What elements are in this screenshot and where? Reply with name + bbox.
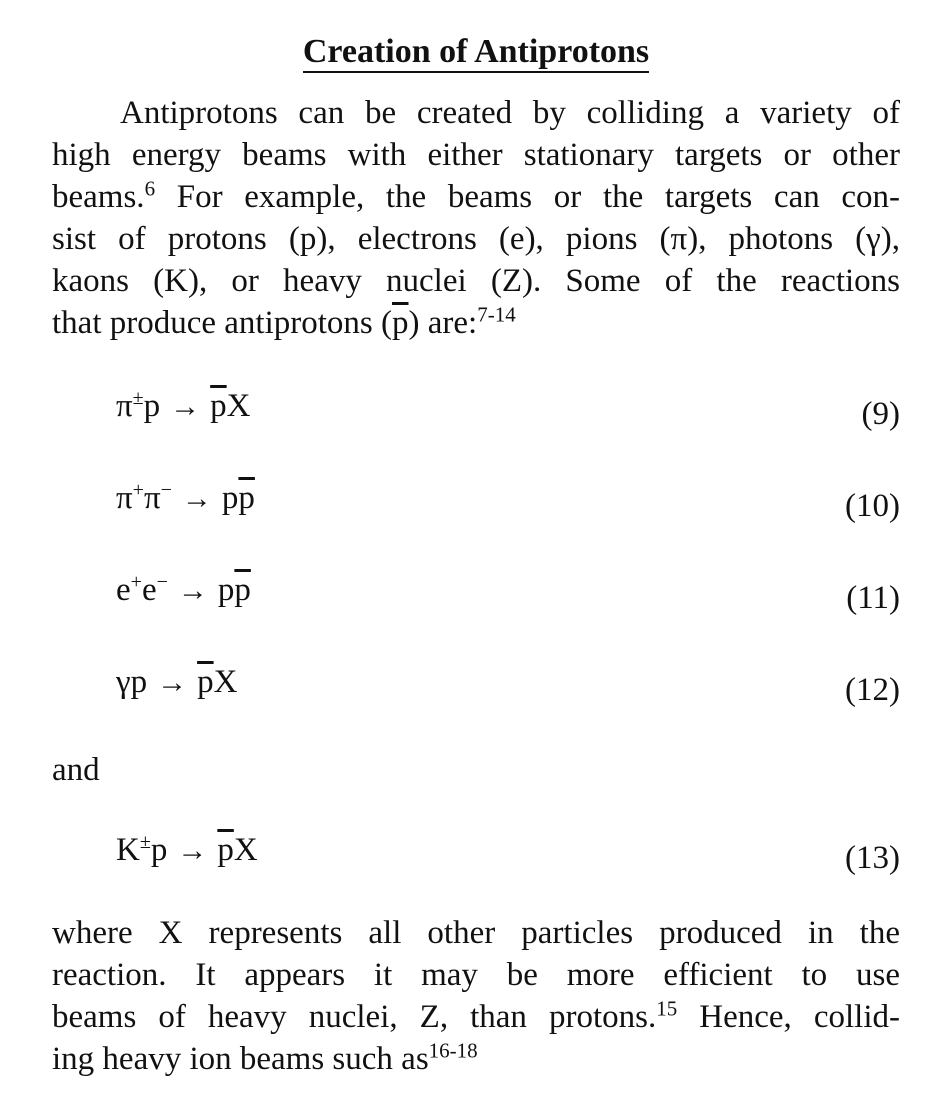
line-text: beams of heavy nuclei, Z, than protons. (52, 999, 657, 1035)
paragraph-line: high energy beams with either stationary targets or other (52, 137, 900, 173)
charge-superscript: ± (139, 831, 151, 853)
equation-expression (116, 660, 237, 705)
paragraph-line (52, 1038, 900, 1080)
equation-number: (9) (861, 396, 900, 432)
equation-number: (10) (845, 488, 900, 524)
particle: e (116, 572, 131, 608)
antiproton-symbol: $\overline{p}$ (197, 664, 214, 700)
paragraph-line: kaons (K), or heavy nuclei (Z). Some of the reactions (52, 263, 900, 299)
line-text: that produce antiprotons ( (52, 305, 392, 341)
particle: p (221, 480, 239, 516)
charge-superscript: − (160, 479, 172, 501)
particle: X (233, 832, 258, 868)
arrow-icon: → (181, 482, 212, 515)
charge-superscript: + (130, 571, 142, 593)
equation-expression (116, 384, 251, 429)
closing-paragraph (52, 912, 900, 1080)
paragraph-line: where X represents all other particles produced in the (52, 915, 900, 951)
equation-10 (116, 476, 900, 524)
equation-11 (116, 568, 900, 616)
antiproton-symbol: $\overline{p}$ (217, 832, 234, 868)
arrow-icon: → (177, 834, 208, 867)
charge-superscript: − (156, 571, 168, 593)
equation-expression (116, 568, 251, 613)
equation-13 (116, 828, 900, 876)
equation-expression (116, 476, 255, 521)
intro-paragraph (52, 92, 900, 344)
particle: π (116, 480, 133, 516)
reference-superscript: 15 (656, 996, 678, 1021)
paragraph-line (52, 996, 900, 1038)
line-text: Hence, collid- (677, 999, 900, 1035)
antiproton-symbol: $\overline{p}$ (234, 572, 251, 608)
paragraph-line: Antiprotons can be created by colliding a variety of (120, 95, 900, 131)
line-text: ing heavy ion beams such as (52, 1041, 429, 1077)
antiproton-symbol: $\overline{p}$ (210, 388, 227, 424)
arrow-icon: → (170, 390, 201, 423)
line-text: beams. (52, 179, 145, 215)
equation-number: (11) (846, 580, 900, 616)
particle: X (226, 388, 251, 424)
and-connector: and (52, 752, 100, 788)
section-title (0, 30, 952, 74)
arrow-icon: → (157, 666, 188, 699)
particle: e (141, 572, 157, 608)
paragraph-line: sist of protons (p), electrons (e), pions (π), photons (γ), (52, 221, 900, 257)
particle: γ (116, 664, 131, 700)
equation-12 (116, 660, 900, 708)
particle: p (217, 572, 235, 608)
line-text: For example, the beams or the targets can con- (155, 179, 900, 215)
particle: K (116, 832, 140, 868)
particle: p (150, 832, 168, 868)
equation-expression (116, 828, 258, 873)
antiproton-symbol: $\overline{p}$ (238, 480, 255, 516)
reference-superscript: 16-18 (428, 1038, 478, 1063)
line-text: ) are: (408, 305, 478, 341)
particle: X (213, 664, 238, 700)
antiproton-symbol: $\overline{p}$ (392, 305, 409, 341)
section-title-text: Creation of Antiprotons (303, 33, 649, 73)
equation-number: (12) (845, 672, 900, 708)
particle: p (143, 388, 161, 424)
paragraph-line (52, 302, 900, 344)
reference-superscript: 6 (144, 176, 156, 201)
charge-superscript: ± (132, 387, 144, 409)
equation-9 (116, 384, 900, 432)
arrow-icon: → (177, 574, 208, 607)
paragraph-line (52, 176, 900, 218)
equation-number: (13) (845, 840, 900, 876)
particle: π (116, 388, 133, 424)
particle: p (130, 664, 148, 700)
paragraph-line: reaction. It appears it may be more efficient to use (52, 957, 900, 993)
particle: π (143, 480, 161, 516)
reference-superscript: 7-14 (477, 302, 516, 327)
charge-superscript: + (132, 479, 144, 501)
